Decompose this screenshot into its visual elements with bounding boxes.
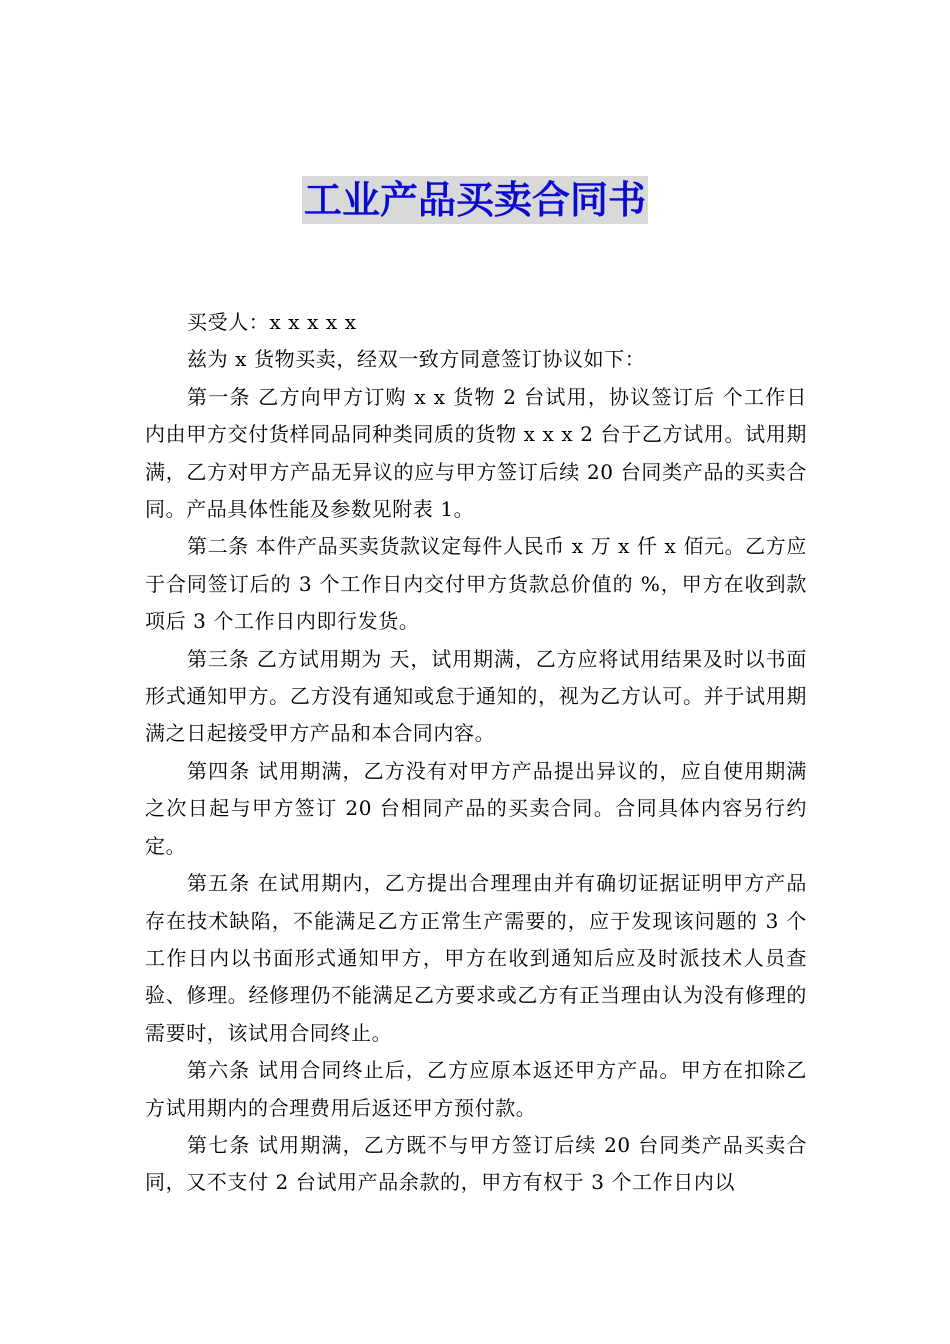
paragraph-preamble: 兹为 x 货物买卖，经双一致方同意签订协议如下： [187, 347, 646, 372]
paragraph-buyer: 买受人：x x x x x [187, 310, 357, 334]
document-title: 工业产品买卖合同书 [303, 178, 646, 222]
paragraph-article-1: 第一条 乙方向甲方订购 x x 货物 2 台试用，协议签订后 个工作日内由甲方交付货样同品同种类同质的货物 x x x 2 台于乙方试用。试用期满，乙方对甲方产品无异议的应与甲方签订后续 20 台同类产品的买卖合同。产品具体性能及参数见附表 1。 [145, 384, 807, 522]
paragraph-article-5: 第五条 在试用期内，乙方提出合理理由并有确切证据证明甲方产品存在技术缺陷，不能满足乙方正常生产需要的，应于发现该问题的 3 个工作日内以书面形式通知甲方，甲方在收到通知后应及时派技术人员查验、修理。经修理仍不能满足乙方要求或乙方有正当理由认为没有修理的需要时，该试用合同终止。 [145, 871, 807, 1045]
paragraph-article-7: 第七条 试用期满，乙方既不与甲方签订后续 20 台同类产品买卖合同，又不支付 2 台试用产品余款的，甲方有权于 3 个工作日内以 [145, 1132, 807, 1195]
paragraph-article-2: 第二条 本件产品买卖货款议定每件人民币 x 万 x 仟 x 佰元。乙方应于合同签订后的 3 个工作日内交付甲方货款总价值的 %，甲方在收到款项后 3 个工作日内即行发货。 [145, 534, 807, 634]
document-body [145, 304, 807, 1202]
title-container [0, 176, 950, 224]
paragraph-article-3: 第三条 乙方试用期为 天，试用期满，乙方应将试用结果及时以书面形式通知甲方。乙方没有通知或怠于通知的，视为乙方认可。并于试用期满之日起接受甲方产品和本合同内容。 [145, 646, 807, 746]
paragraph-article-6: 第六条 试用合同终止后，乙方应原本返还甲方产品。甲方在扣除乙方试用期内的合理费用后返还甲方预付款。 [145, 1058, 807, 1120]
paragraph-article-4: 第四条 试用期满，乙方没有对甲方产品提出异议的，应自使用期满之次日起与甲方签订 20 台相同产品的买卖合同。合同具体内容另行约定。 [145, 758, 807, 858]
